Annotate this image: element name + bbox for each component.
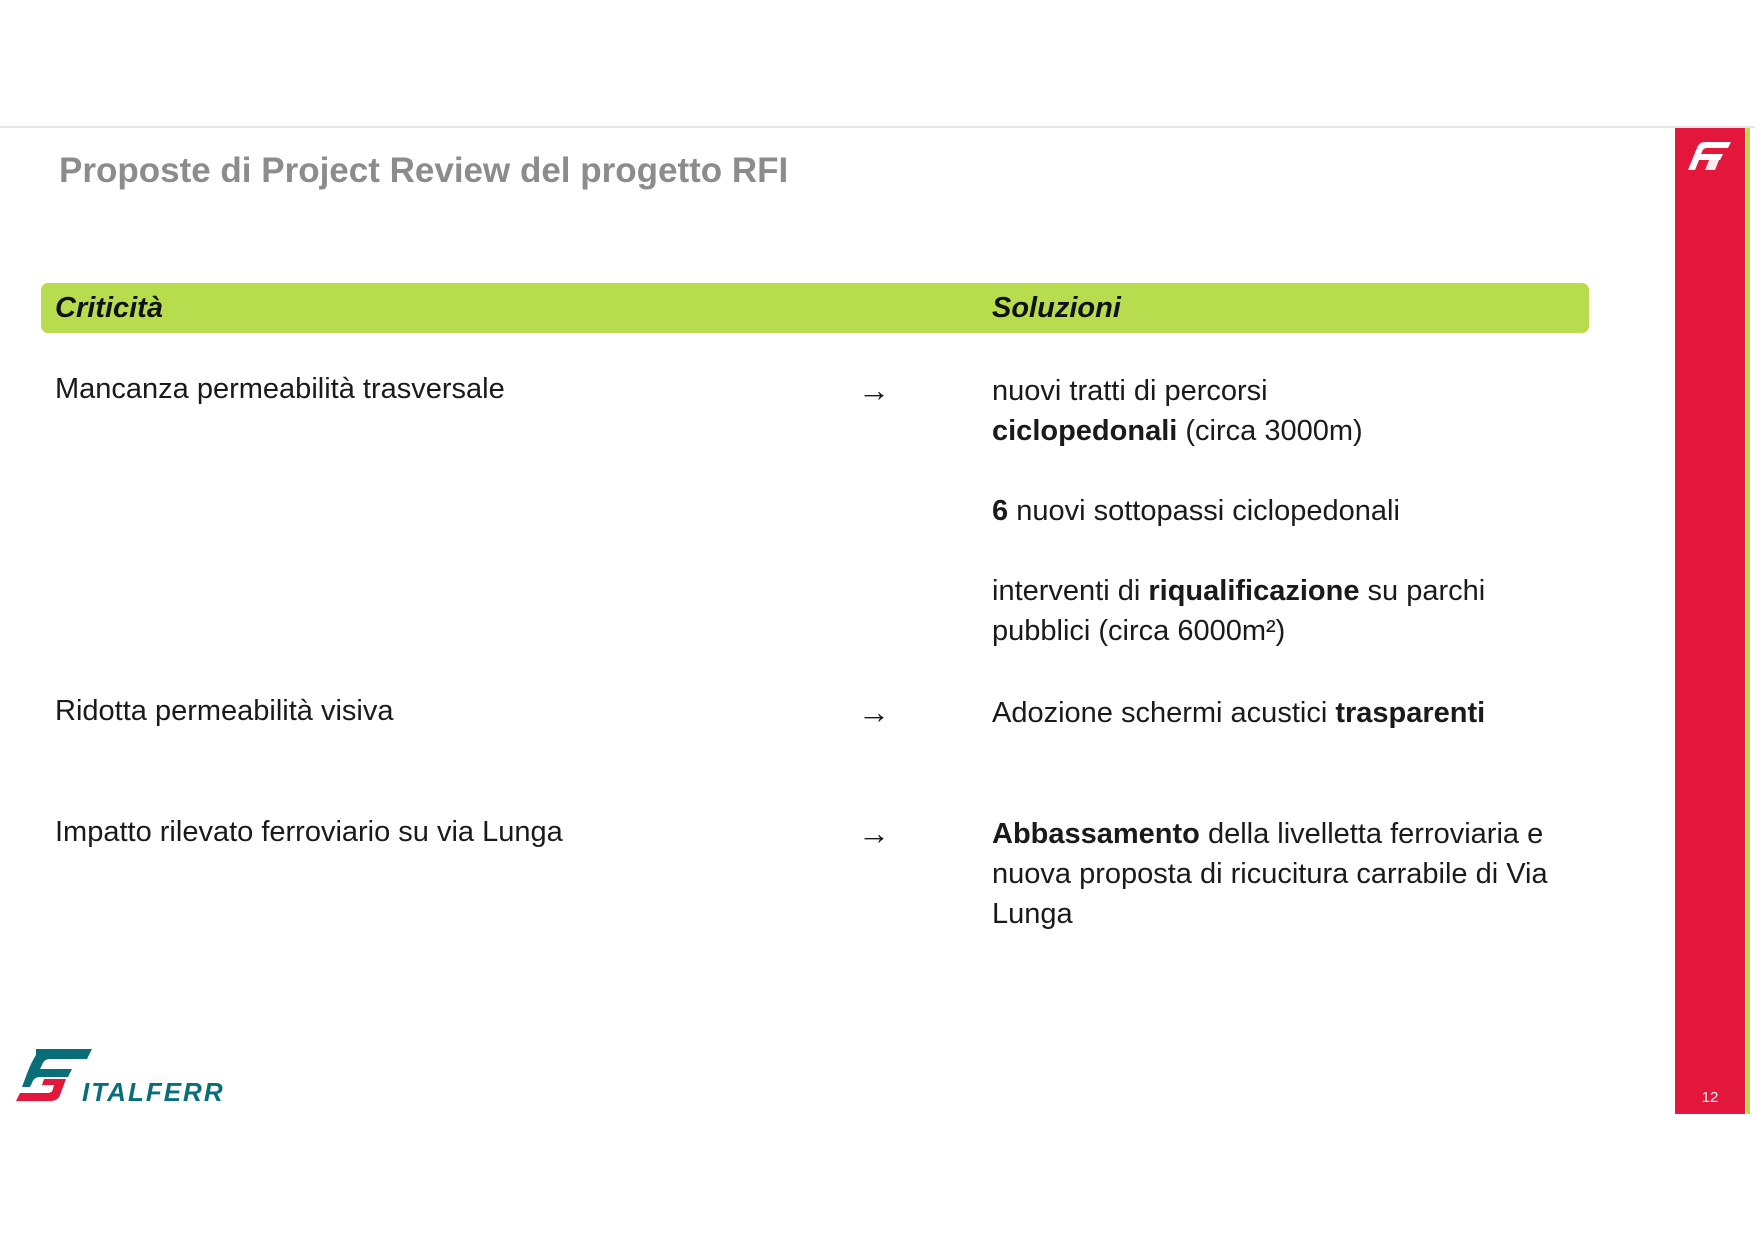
header-soluzioni: Soluzioni (992, 292, 1121, 324)
solution-text: su parchi pubblici (circa 6000m²) (992, 575, 1486, 647)
solution-item (992, 371, 1592, 451)
italferr-logo (14, 1045, 244, 1105)
page-number: 12 (1701, 1089, 1719, 1106)
slide-title: Proposte di Project Review del progetto RFI (59, 151, 789, 190)
problem-text: Impatto rilevato ferroviario su via Lunga (55, 816, 563, 848)
solution-text: della livelletta ferroviaria e nuova proposta di ricucitura carrabile di Via Lunga (992, 818, 1548, 930)
solution-text: (circa 3000m) (1177, 415, 1363, 447)
arrow-icon: → (858, 815, 890, 851)
problem-text: Ridotta permeabilità visiva (55, 695, 394, 727)
table-header-bar (41, 283, 1589, 333)
solution-bold: riqualificazione (1148, 575, 1360, 607)
solution-bold: ciclopedonali (992, 415, 1178, 447)
solution-text: Adozione schermi acustici (992, 697, 1336, 729)
solution-text: nuovi tratti di percorsi (992, 375, 1268, 407)
solution-item (992, 571, 1552, 651)
solution-text: interventi di (992, 575, 1149, 607)
solution-bold: 6 (992, 495, 1009, 527)
solution-item (992, 814, 1592, 934)
solution-text: nuovi sottopassi ciclopedonali (1008, 495, 1400, 527)
accent-line (1746, 128, 1750, 1114)
arrow-icon: → (858, 372, 890, 408)
problem-text: Mancanza permeabilità trasversale (55, 373, 505, 405)
solution-bold: trasparenti (1335, 697, 1486, 729)
header-criticita: Criticità (55, 292, 163, 324)
arrow-icon: → (858, 694, 890, 730)
logo-wordmark: ITALFERR (82, 1077, 225, 1107)
solution-item (992, 491, 1592, 531)
fs-logo-icon (1685, 136, 1735, 176)
top-divider (0, 126, 1755, 128)
solution-item (992, 693, 1592, 733)
solution-bold: Abbassamento (992, 818, 1200, 850)
side-band (1675, 128, 1745, 1114)
